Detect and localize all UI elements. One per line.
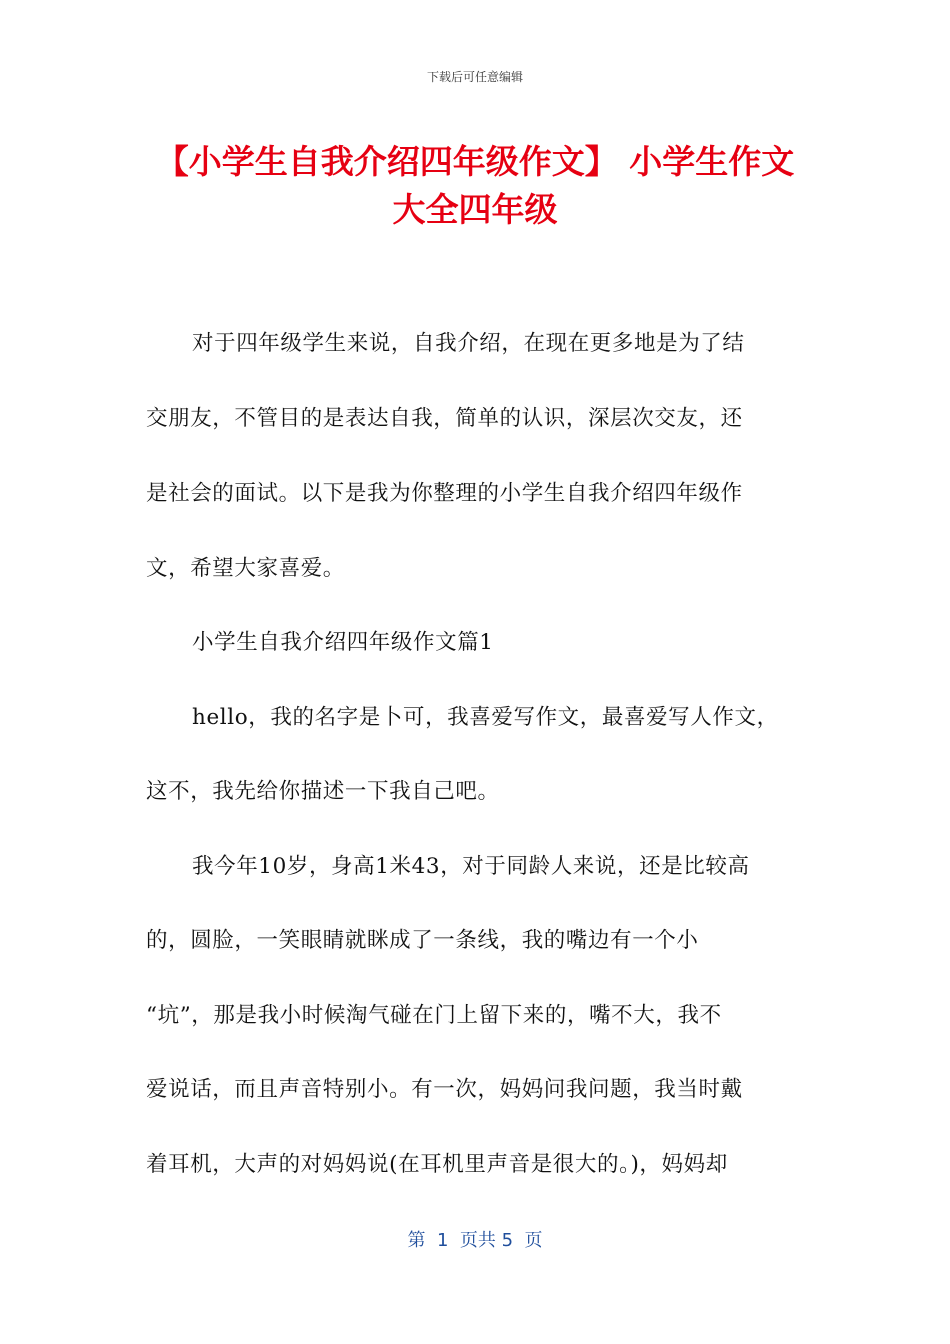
body-line: 文，希望大家喜爱。 — [146, 556, 345, 581]
title-line-1: 【小学生自我介绍四年级作文】 小学生作文 — [155, 142, 795, 181]
header-note: 下载后可任意编辑 — [426, 70, 523, 84]
section-heading: 小学生自我介绍四年级作文篇1 — [192, 630, 494, 655]
body-line: “坑”，那是我小时候淘气碰在门上留下来的，嘴不大，我不 — [146, 1003, 722, 1028]
body-line: 对于四年级学生来说，自我介绍，在现在更多地是为了结 — [192, 331, 745, 356]
title-line-2: 大全四年级 — [392, 190, 558, 229]
body-line: hello，我的名字是卜可，我喜爱写作文，最喜爱写人作文， — [192, 705, 779, 730]
document-title — [100, 138, 850, 234]
body-line: 着耳机，大声的对妈妈说(在耳机里声音是很大的。)，妈妈却 — [146, 1152, 728, 1177]
page-footer: 第 1 页共 5 页 — [407, 1230, 543, 1251]
body-line: 是社会的面试。以下是我为你整理的小学生自我介绍四年级作 — [146, 481, 743, 506]
body-line: 交朋友，不管目的是表达自我，简单的认识，深层次交友，还 — [146, 406, 743, 431]
body-line: 爱说话，而且声音特别小。有一次，妈妈问我问题，我当时戴 — [146, 1077, 743, 1102]
body-line: 这不，我先给你描述一下我自己吧。 — [146, 779, 500, 804]
body-line: 的，圆脸，一笑眼睛就眯成了一条线，我的嘴边有一个小 — [146, 928, 699, 953]
body-line: 我今年10岁，身高1米43，对于同龄人来说，还是比较高 — [192, 854, 750, 879]
